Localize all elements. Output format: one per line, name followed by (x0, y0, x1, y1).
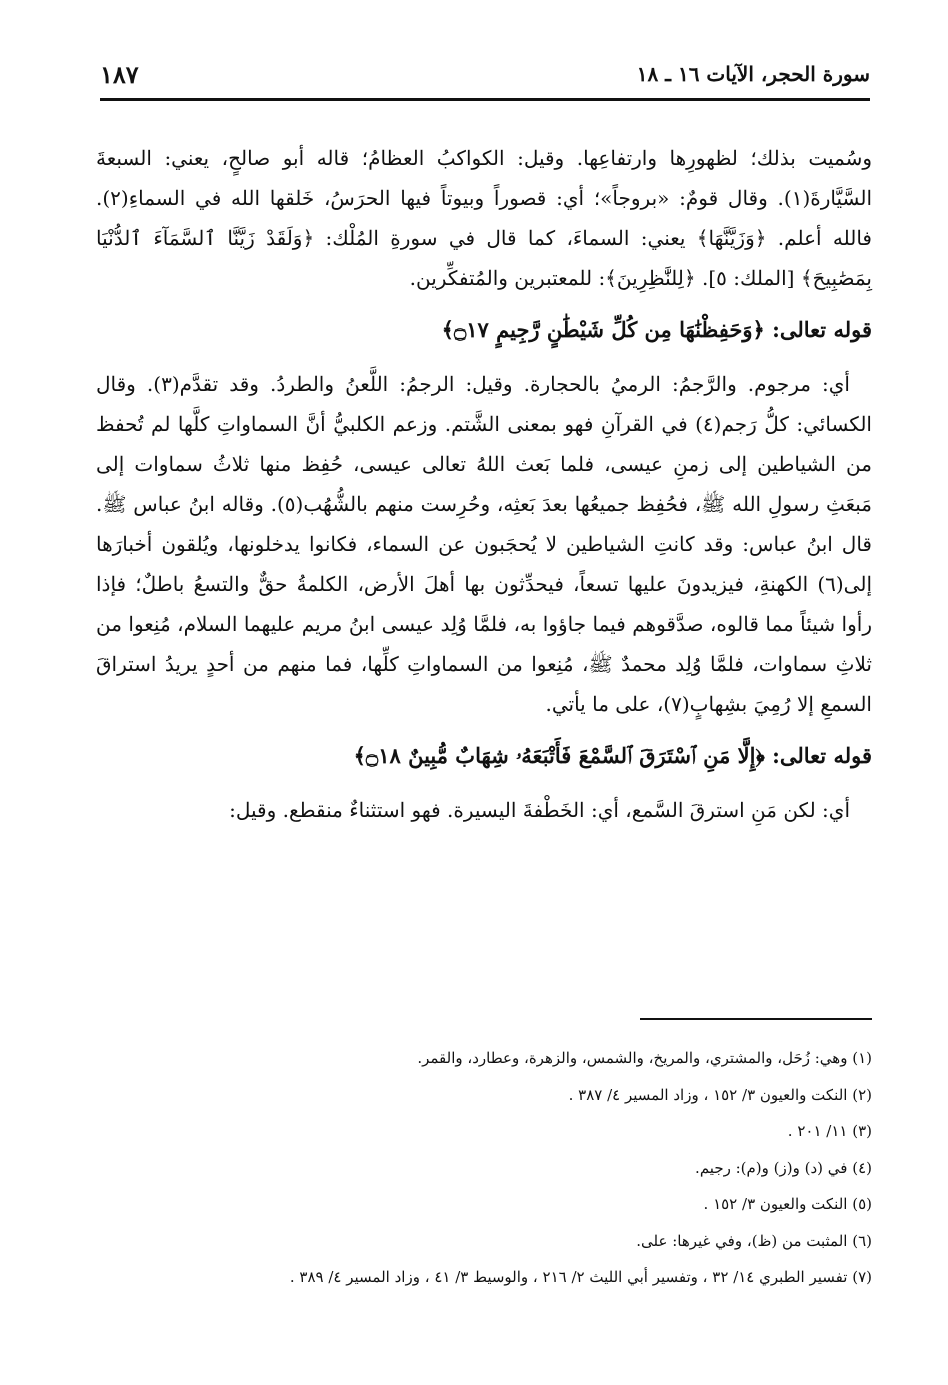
footnote: (٤) في (د) و(ز) و(م): رجيم. (695, 1158, 872, 1177)
footnote: (٥) النكت والعيون ٣/ ١٥٢ . (703, 1195, 872, 1213)
footnote: (٧) تفسير الطبري ١٤/ ٣٢ ، وتفسير أبي الليث ٢/ ٢١٦ ، والوسيط ٣/ ٤١ ، وزاد المسير ٤/ ٣٨٩ . (289, 1268, 872, 1286)
quran-verse: ﴿وَحَفِظْنَٰهَا مِن كُلِّ شَيْطَٰنٍ رَّجِيمٍ ۝١٧﴾ (441, 317, 765, 342)
verse-heading (96, 736, 872, 776)
verse-heading (96, 310, 872, 350)
page-header (100, 58, 870, 101)
running-title: سورة الحجر، الآيات ١٦ ـ ١٨ (636, 62, 870, 86)
paragraph: وسُميت بذلك؛ لظهورِها وارتفاعِها. وقيل: الكواكبُ العظامُ؛ قاله أبو صالحٍ، يعني: السبعةَ السَّيَّارةَ(١). وقال قومٌ: «بروجاً»؛ أي: قصوراً وبيوتاً فيها الحرَسُ، خَلقها الله في السماءِ(٢). فالله أعلم. ﴿وَزَيَّنَّهَا﴾ يعني: السماءَ، كما قال في سورةِ المُلْك: ﴿وَلَقَدْ زَيَّنَّا ٱلسَّمَآءَ ٱلدُّنْيَا بِمَصَٰبِيحَ﴾ [الملك: ٥]. ﴿لِلنَّٰظِرِينَ﴾: للمعتبرين والمُتفكِّرين. (96, 146, 872, 290)
footnote-divider (640, 1018, 872, 1020)
footnote: (٣) ١١/ ٢٠١ . (787, 1122, 872, 1140)
footnotes (96, 1040, 872, 1296)
footnote: (١) وهي: زُحَل، والمشتري، والمريخ، والشمس، والزهرة، وعطارد، والقمر. (417, 1049, 872, 1067)
quran-verse: ﴿إِلَّا مَنِ ٱسْتَرَقَ ٱلسَّمْعَ فَأَتْبَعَهُۥ شِهَابٌ مُّبِينٌ ۝١٨﴾ (353, 743, 765, 768)
footnote: (٦) المثبت من (ظ)، وفي غيرها: على. (636, 1231, 872, 1250)
verse-label: قوله تعالى: (772, 743, 872, 768)
verse-label: قوله تعالى: (772, 317, 872, 342)
page-number: ١٨٧ (100, 60, 139, 89)
paragraph: أي: لكن مَنِ استرقَ السَّمع، أي: الخَطْفةَ اليسيرة. فهو استثناءٌ منقطع. وقيل: (229, 798, 850, 822)
footnote: (٢) النكت والعيون ٣/ ١٥٢ ، وزاد المسير ٤/ ٣٨٧ . (568, 1085, 872, 1104)
main-text (96, 138, 872, 830)
paragraph: أي: مرجوم. والرَّجمُ: الرميُ بالحجارة. وقيل: الرجمُ: اللَّعنُ والطردُ. وقد تقدَّم(٣). وقال الكسائي: كلُّ رَجم(٤) في القرآنِ فهو بمعنى الشَّتم. وزعم الكلبيُّ أنَّ السماواتِ كلَّها لم تُحفظ من الشياطين إلى زمنِ عيسى، فلما بَعث اللهُ تعالى عيسى، حُفِظ منها ثلاثُ سماوات إلى مَبعَثِ رسولِ الله ﷺ، فحُفِظ جميعُها بعدَ بَعثِه، وحُرِست منهم بالشُّهُب(٥). وقاله ابنُ عباس ﷺ. قال ابنُ عباس: وقد كانتِ الشياطين لا يُحجَبون عن السماء، فكانوا يدخلونها، ويُلقون أخبارَها إلى(٦) الكهنةِ، فيزيدونَ عليها تسعاً، فيحدِّثون بها أهلَ الأرض، الكلمةُ حقٌّ والتسعُ باطلٌ؛ فإذا رأوا شيئاً مما قالوه، صدَّقوهم فيما جاؤوا به، فلمَّا وُلِد عيسى ابنُ مريم عليهما السلام، مُنِعوا من ثلاثِ سماوات، فلمَّا وُلِد محمدٌ ﷺ، مُنِعوا من السماواتِ كلِّها، فما منهم من أحدٍ يريدُ استراقَ السمعِ إلا رُمِيَ بشِهابٍ(٧)، على ما يأتي. (96, 372, 872, 716)
